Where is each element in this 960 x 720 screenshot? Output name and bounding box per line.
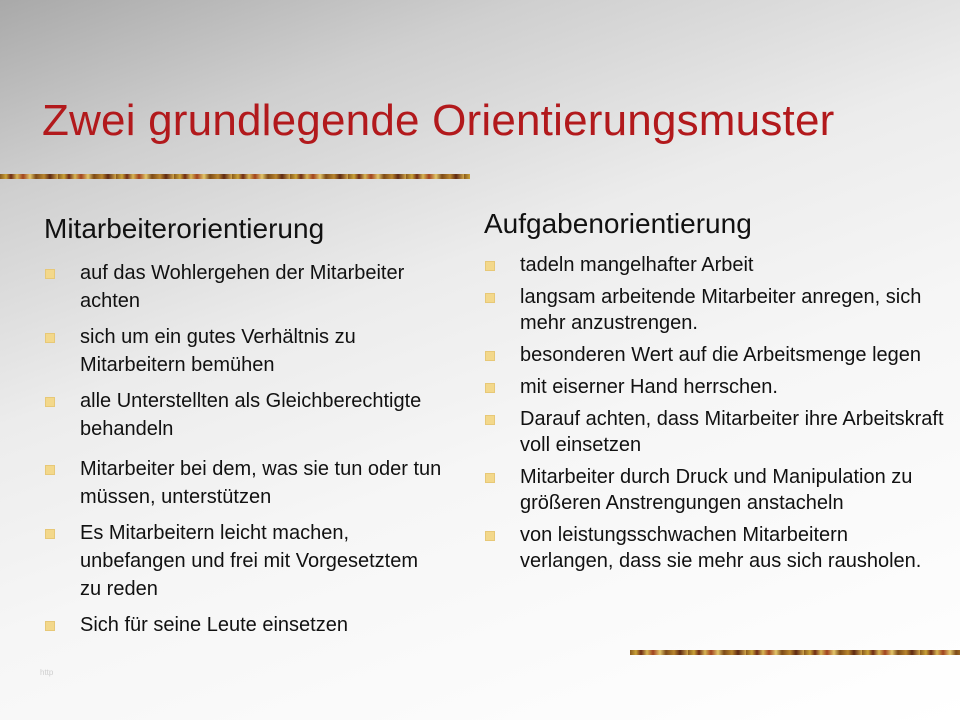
list-item — [44, 387, 444, 443]
list-item — [484, 464, 944, 516]
list-item — [484, 406, 944, 458]
list-item-text: Mitarbeiter bei dem, was sie tun oder tun müssen, unterstützen — [80, 458, 442, 508]
decorative-bar-top — [0, 174, 470, 179]
list-item-text: alle Unterstellten als Gleichberechtigte behandeln — [80, 390, 422, 440]
square-bullet-icon — [45, 269, 55, 279]
right-heading: Aufgabenorientierung — [484, 208, 752, 239]
list-item-text: Darauf achten, dass Mitarbeiter ihre Arbeitskraft voll einsetzen — [520, 408, 944, 456]
square-bullet-icon — [485, 531, 495, 541]
list-item-text: von leistungsschwachen Mitarbeitern verlangen, dass sie mehr aus sich rausholen. — [520, 524, 922, 572]
list-item-text: sich um ein gutes Verhältnis zu Mitarbeitern bemühen — [80, 326, 356, 376]
square-bullet-icon — [485, 261, 495, 271]
square-bullet-icon — [485, 293, 495, 303]
left-column — [44, 213, 444, 647]
list-item — [44, 259, 444, 315]
square-bullet-icon — [45, 333, 55, 343]
list-item-text: Sich für seine Leute einsetzen — [80, 614, 348, 636]
square-bullet-icon — [45, 465, 55, 475]
list-item — [44, 519, 444, 603]
right-bullet-list — [484, 252, 944, 574]
list-item-text: besonderen Wert auf die Arbeitsmenge legen — [520, 344, 922, 366]
left-heading: Mitarbeiterorientierung — [44, 213, 325, 244]
list-item — [44, 455, 444, 511]
list-item-text: Mitarbeiter durch Druck und Manipulation zu größeren Anstrengungen anstacheln — [520, 466, 913, 514]
square-bullet-icon — [45, 529, 55, 539]
right-column — [484, 208, 944, 580]
square-bullet-icon — [485, 383, 495, 393]
square-bullet-icon — [485, 415, 495, 425]
square-bullet-icon — [45, 397, 55, 407]
list-item — [484, 342, 944, 368]
list-item-text: tadeln mangelhafter Arbeit — [520, 254, 754, 276]
list-item — [484, 374, 944, 400]
list-item-text: Es Mitarbeitern leicht machen, unbefangen und frei mit Vorgesetztem zu reden — [80, 522, 418, 600]
decorative-bar-bottom — [630, 650, 960, 655]
list-item — [44, 611, 444, 639]
list-item — [44, 323, 444, 379]
list-item — [484, 522, 944, 574]
footer-text: http — [40, 668, 54, 677]
square-bullet-icon — [485, 473, 495, 483]
list-item-text: langsam arbeitende Mitarbeiter anregen, sich mehr anzustrengen. — [520, 286, 922, 334]
list-item — [484, 252, 944, 278]
left-bullet-list — [44, 259, 444, 639]
square-bullet-icon — [45, 621, 55, 631]
list-item — [484, 284, 944, 336]
list-item-text: auf das Wohlergehen der Mitarbeiter achten — [80, 262, 405, 312]
slide-title: Zwei grundlegende Orientierungsmuster — [42, 96, 835, 145]
list-item-text: mit eiserner Hand herrschen. — [520, 376, 778, 398]
square-bullet-icon — [485, 351, 495, 361]
